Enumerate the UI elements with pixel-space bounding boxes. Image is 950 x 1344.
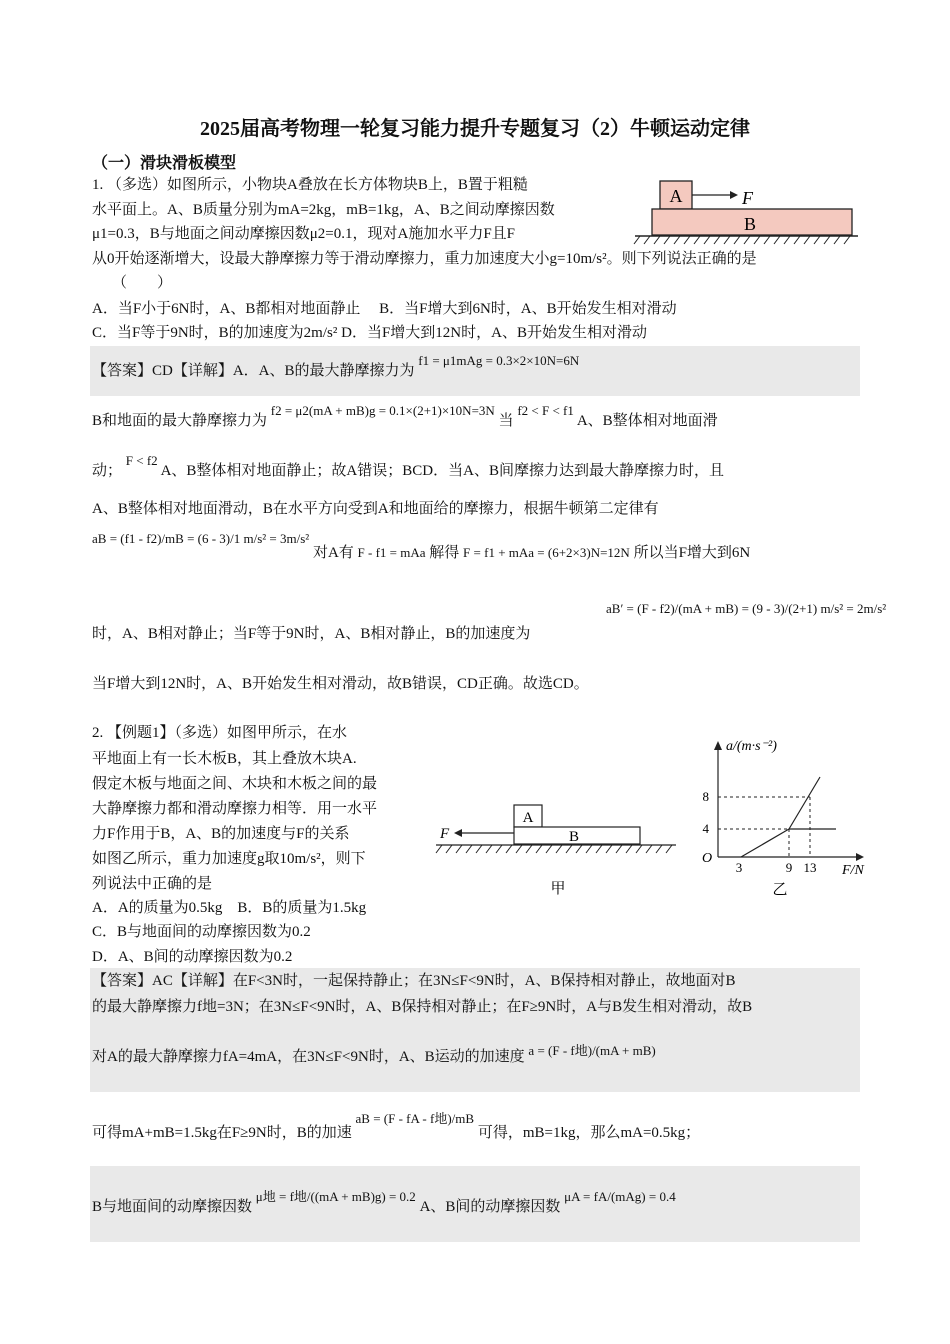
- q1-block-figure: [630, 176, 860, 246]
- page-title: 2025届高考物理一轮复习能力提升专题复习（2）牛顿运动定律: [200, 118, 750, 140]
- y-tick-label: 4: [702, 821, 709, 836]
- formula: F < f2: [125, 453, 158, 468]
- formula: aB′ = (F - f2)/(mA + mB) = (9 - 3)/(2+1) m/s² = 2m/s²: [606, 601, 887, 616]
- q1-answer-line: A、B整体相对地面滑动，B在水平方向受到A和地面给的摩擦力，根据牛顿第二定律有: [92, 501, 659, 517]
- force-label: F: [440, 826, 450, 842]
- block-b-label: B: [743, 214, 757, 234]
- q2-line: 大静摩擦力都和滑动摩擦力相等．用一水平: [92, 801, 378, 817]
- q2-option-line: D．A、B间的动摩擦因数为0.2: [92, 949, 293, 965]
- x-axis-label: F/N: [842, 863, 864, 878]
- q2-line: 列说法中正确的是: [92, 876, 213, 892]
- x-tick-label: 9: [785, 860, 793, 875]
- q1-line: 水平面上。A、B质量分别为mA=2kg，mB=1kg，A、B之间动摩擦因数: [92, 202, 555, 218]
- q2-answer-line: 可得mA+mB=1.5kg在F≥9N时，B的加速 aB = (F - fA - f地)/mB 可得，mB=1kg，那么mA=0.5kg；: [92, 1111, 701, 1141]
- q1-option-line: A．当F小于6N时，A、B都相对地面静止 B．当F增大到6N时，A、B开始发生相对滑动: [92, 301, 677, 317]
- q2-answer-line: 对A的最大静摩擦力fA=4mA，在3N≤F<9N时，A、B运动的加速度 a = (F - f地)/(mA + mB): [92, 1043, 656, 1065]
- x-axis-arrow: [856, 853, 864, 861]
- block-a-label: A: [522, 810, 534, 826]
- x-tick-label: 3: [735, 860, 743, 875]
- block-a-label: A: [669, 186, 683, 206]
- q1-line: 1. （多选）如图所示，小物块A叠放在长方体物块B上，B置于粗糙: [92, 177, 528, 193]
- q2-line: 假定木板与地面之间、木块和木板之间的最: [92, 776, 378, 792]
- origin-label: O: [702, 851, 713, 866]
- formula: f2 = μ2(mA + mB)g = 0.1×(2+1)×10N=3N: [270, 403, 495, 418]
- section-heading: （一）滑块滑板模型: [92, 155, 237, 172]
- q1-answer-line: B和地面的最大静摩擦力为 f2 = μ2(mA + mB)g = 0.1×(2+1)×10N=3N 当 f2 < F < f1 A、B整体相对地面滑: [92, 403, 718, 429]
- formula: μ地 = f地/((mA + mB)g) = 0.2: [255, 1189, 416, 1204]
- q2-answer-line: 的最大静摩擦力f地=3N；在3N≤F<9N时，A、B保持相对静止；在F≥9N时，A与B发生相对滑动，故B: [92, 999, 753, 1015]
- formula: aB = (F - fA - f地)/mB: [355, 1111, 475, 1126]
- formula: F = f1 + mAa = (6+2×3)N=12N: [463, 545, 630, 560]
- q2-board-figure: [434, 800, 684, 900]
- q2-line: 平地面上有一长木板B，其上叠放木块A.: [92, 751, 357, 767]
- figure-caption-yi: 乙: [772, 882, 788, 898]
- q1-answer-line: 动； F < f2 A、B整体相对地面静止；故A错误；BCD．当A、B间摩擦力达到最大静摩擦力时，且: [92, 453, 724, 479]
- y-axis-arrow: [714, 741, 722, 750]
- q2-graph: [696, 732, 876, 900]
- q1-answer-line: 时，A、B相对静止；当F等于9N时，A、B相对静止，B的加速度为: [92, 626, 531, 642]
- formula: f2 < F < f1: [517, 403, 574, 418]
- q1-answer-line: 当F增大到12N时，A、B开始发生相对滑动，故B错误，CD正确。故选CD。: [92, 676, 589, 692]
- graph-line-b: [741, 829, 789, 857]
- board-b-label: B: [568, 829, 580, 845]
- q1-line: （ ）: [112, 275, 173, 291]
- force-arrowhead: [730, 191, 738, 199]
- q2-option-line: A．A的质量为0.5kg B．B的质量为1.5kg: [92, 900, 367, 916]
- q2-line: 力F作用于B，A、B的加速度与F的关系: [92, 826, 350, 842]
- q2-line: 2. 【例题1】（多选）如图甲所示，在水: [92, 725, 348, 741]
- q2-option-line: C．B与地面间的动摩擦因数为0.2: [92, 924, 311, 940]
- formula: μA = fA/(mAg) = 0.4: [564, 1189, 676, 1204]
- x-tick-label: 13: [803, 860, 817, 875]
- y-axis-label: a/(m·s⁻²): [726, 739, 777, 754]
- q1-line: μ1=0.3，B与地面之间动摩擦因数μ2=0.1，现对A施加水平力F且F: [92, 226, 516, 242]
- y-tick-label: 8: [702, 789, 709, 804]
- force-arrowhead: [454, 829, 462, 837]
- figure-caption-jia: 甲: [550, 881, 566, 897]
- q1-option-line: C．当F等于9N时，B的加速度为2m/s² D．当F增大到12N时，A、B开始发生相对滑动: [92, 325, 647, 341]
- force-label: F: [742, 188, 753, 208]
- formula: F - f1 = mAa: [357, 545, 426, 560]
- graph-line-b-steep: [789, 777, 820, 829]
- q1-answer-line: aB = (f1 - f2)/mB = (6 - 3)/1 m/s² = 3m/s² 对A有 F - f1 = mAa 解得 F = f1 + mAa = (6+2×3)N=12N 所以当F增大到6N: [92, 531, 751, 561]
- ground-hatch: [634, 236, 850, 244]
- q1-answer-line: 【答案】CD【详解】A．A、B的最大静摩擦力为 f1 = μ1mAg = 0.3×2×10N=6N: [92, 353, 580, 379]
- q2-answer-line: B与地面间的动摩擦因数 μ地 = f地/((mA + mB)g) = 0.2 A、B间的动摩擦因数 μA = fA/(mAg) = 0.4: [92, 1189, 676, 1215]
- q1-line: 从0开始逐渐增大，设最大静摩擦力等于滑动摩擦力，重力加速度大小g=10m/s²。则下列说法正确的是: [92, 251, 757, 267]
- q2-line: 如图乙所示，重力加速度g取10m/s²，则下: [92, 851, 366, 867]
- ground-hatch: [436, 845, 672, 853]
- formula: aB = (f1 - f2)/mB = (6 - 3)/1 m/s² = 3m/s²: [92, 531, 310, 546]
- formula: a = (F - f地)/(mA + mB): [528, 1043, 656, 1058]
- formula: f1 = μ1mAg = 0.3×2×10N=6N: [418, 353, 580, 368]
- q2-answer-line: 【答案】AC【详解】在F<3N时，一起保持静止；在3N≤F<9N时，A、B保持相对静止，故地面对B: [92, 973, 736, 989]
